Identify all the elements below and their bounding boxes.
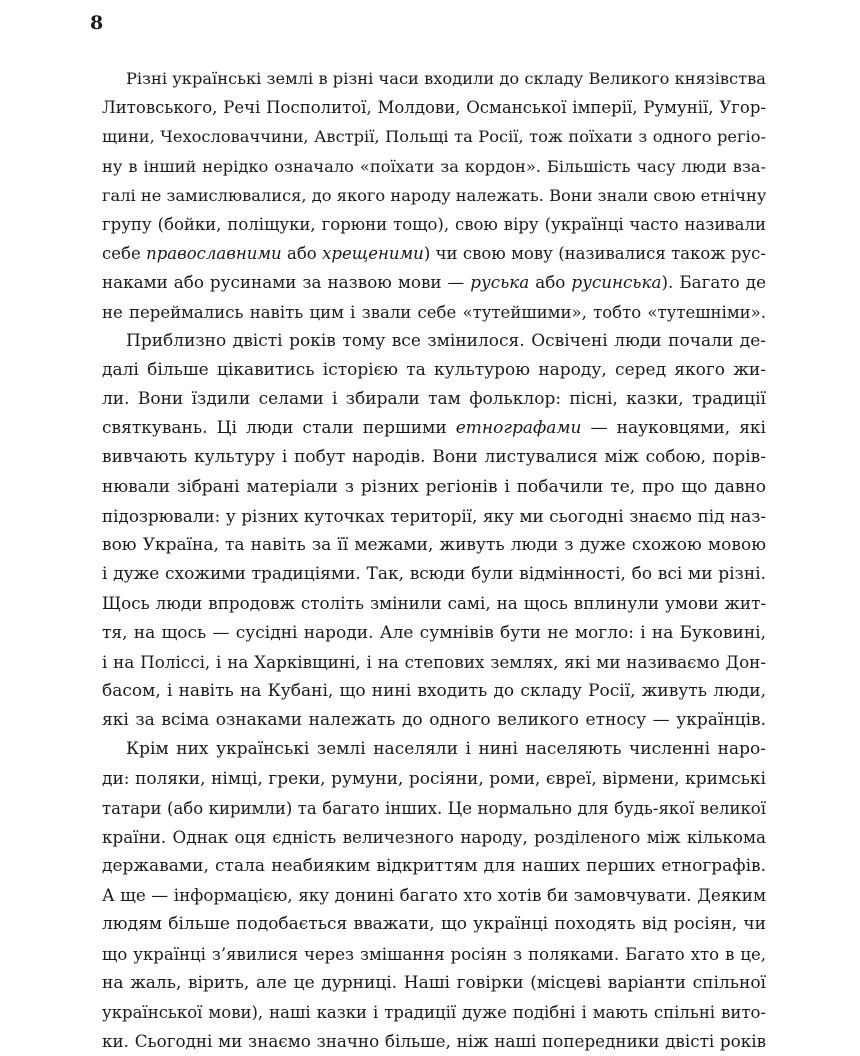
text-segment: або (529, 272, 572, 293)
text-line (102, 181, 766, 210)
text-segment: української мови), наші казки і традиції дуже подібні і мають спільні вито- (102, 1003, 766, 1022)
text-line (102, 239, 766, 268)
text-line (102, 765, 766, 794)
text-segment: галі не замислювалися, до якого народу належать. Вони знали свою етнічну (102, 185, 766, 205)
text-line (102, 589, 766, 618)
text-segment: і дуже схожими традиціями. Так, всюди були відмінності, бо всі ми різні. (102, 564, 766, 585)
text-line (102, 1027, 766, 1056)
text-line (102, 619, 766, 648)
text-line (102, 735, 766, 764)
text-segment: країни. Однак оця єдність величезного народу, розділеного між кількома (102, 826, 766, 847)
text-line (102, 385, 766, 414)
text-segment: що українці з’явилися через змішання росіян з поляками. Багато хто в це, (102, 944, 766, 964)
text-segment: людям більше подобається вважати, що українці походять від росіян, чи (102, 914, 766, 935)
text-line (102, 356, 766, 385)
text-line (102, 910, 766, 939)
text-line (102, 93, 766, 122)
text-line (102, 794, 766, 823)
body-text (102, 64, 766, 1056)
text-segment: Щось люди впродовж століть змінили самі, на щось вплинули умови жит- (102, 593, 766, 614)
text-segment: ки. Сьогодні ми знаємо значно більше, ніж наші попередники двісті років (102, 1031, 766, 1052)
text-segment: басом, і навіть на Кубані, що нині входить до складу Росії, живуть люди, (102, 680, 766, 701)
text-segment: державами, стала неабияким відкриттям для наших перших етнографів. (102, 856, 766, 877)
italic-term: православними (146, 244, 282, 264)
text-line (102, 881, 766, 910)
text-segment: татари (або киримли) та багато інших. Це нормально для будь-якої великої (102, 798, 766, 818)
text-segment: нювали зібрані матеріали з різних регіонів і побачили те, про що давно (102, 476, 766, 497)
text-segment: Приблизно двісті років тому все змінилося. Освічені люди почали де- (126, 330, 766, 351)
text-line (102, 823, 766, 852)
text-line (102, 327, 766, 356)
text-segment: ). Багато де (661, 272, 766, 293)
text-line (102, 268, 766, 297)
text-line (102, 648, 766, 677)
text-segment: підозрювали: у різних куточках території, яку ми сьогодні знаємо під наз- (102, 505, 766, 526)
text-segment: щини, Чехословаччини, Австрії, Польщі та Росії, тож поїхати з одного регіо- (102, 127, 766, 147)
text-line (102, 706, 766, 735)
italic-term: руська (470, 272, 530, 293)
text-line (102, 502, 766, 531)
text-line (102, 473, 766, 502)
text-segment: або (281, 244, 323, 264)
text-segment: далі більше цікавитись історією та культурою народу, серед якого жи- (102, 359, 766, 380)
italic-term: русинська (571, 272, 662, 293)
text-line (102, 531, 766, 560)
text-line (102, 998, 766, 1027)
text-segment: не переймались навіть цим і звали себе «тутейшими», тобто «тутешніми». (102, 302, 766, 322)
text-line (102, 152, 766, 181)
text-segment: себе (102, 244, 147, 264)
text-line (102, 122, 766, 151)
text-line (102, 64, 766, 93)
text-line (102, 443, 766, 472)
text-segment: ) чи свою мову (називалися також рус- (423, 244, 766, 264)
text-segment: групу (бойки, поліщуки, горюни тощо), свою віру (українці часто називали (102, 214, 766, 234)
text-line (102, 210, 766, 239)
text-segment: і на Поліссі, і на Харківщині, і на степових землях, які ми називаємо Дон- (102, 651, 766, 672)
italic-term: хрещеними (322, 244, 424, 264)
text-segment: ди: поляки, німці, греки, румуни, росіяни, роми, євреї, вірмени, кримські (102, 768, 766, 789)
text-line (102, 298, 766, 327)
text-segment: на жаль, вірить, але це дурниці. Наші говірки (місцеві варіанти спільної (102, 972, 766, 993)
text-segment: ну в інший нерідко означало «поїхати за кордон». Більшість часу люди вза- (102, 156, 766, 176)
text-segment: Литовського, Речі Посполитої, Молдови, Османської імперії, Румунії, Угор- (102, 98, 766, 118)
text-line (102, 560, 766, 589)
text-line (102, 969, 766, 998)
text-segment: А ще — інформацією, яку донині багато хто хотів би замовчувати. Деяким (102, 885, 766, 906)
text-segment: вою Україна, та навіть за її межами, живуть люди з дуже схожою мовою (102, 535, 766, 555)
text-segment: Різні українські землі в різні часи входили до складу Великого князівства (126, 69, 766, 88)
text-segment: тя, на щось — сусідні народи. Але сумнівів бути не могло: і на Буковині, (102, 622, 766, 643)
text-segment: вивчають культуру і побут народів. Вони листувалися між собою, порів- (102, 447, 766, 468)
text-line (102, 677, 766, 706)
italic-term: етнографами (455, 418, 582, 439)
text-segment: наками або русинами за назвою мови — (102, 272, 471, 293)
page-number: 8 (90, 12, 104, 34)
text-line (102, 940, 766, 969)
text-segment: які за всіма ознаками належать до одного великого етносу — українців. (102, 710, 766, 731)
text-line (102, 414, 766, 443)
text-segment: — науковцями, які (581, 418, 766, 439)
text-segment: святкувань. Ці люди стали першими (102, 418, 456, 439)
text-segment: Крім них українські землі населяли і нині населяють численні наро- (126, 739, 766, 760)
text-segment: ли. Вони їздили селами і збирали там фольклор: пісні, казки, традиції (102, 389, 766, 410)
text-line (102, 852, 766, 881)
